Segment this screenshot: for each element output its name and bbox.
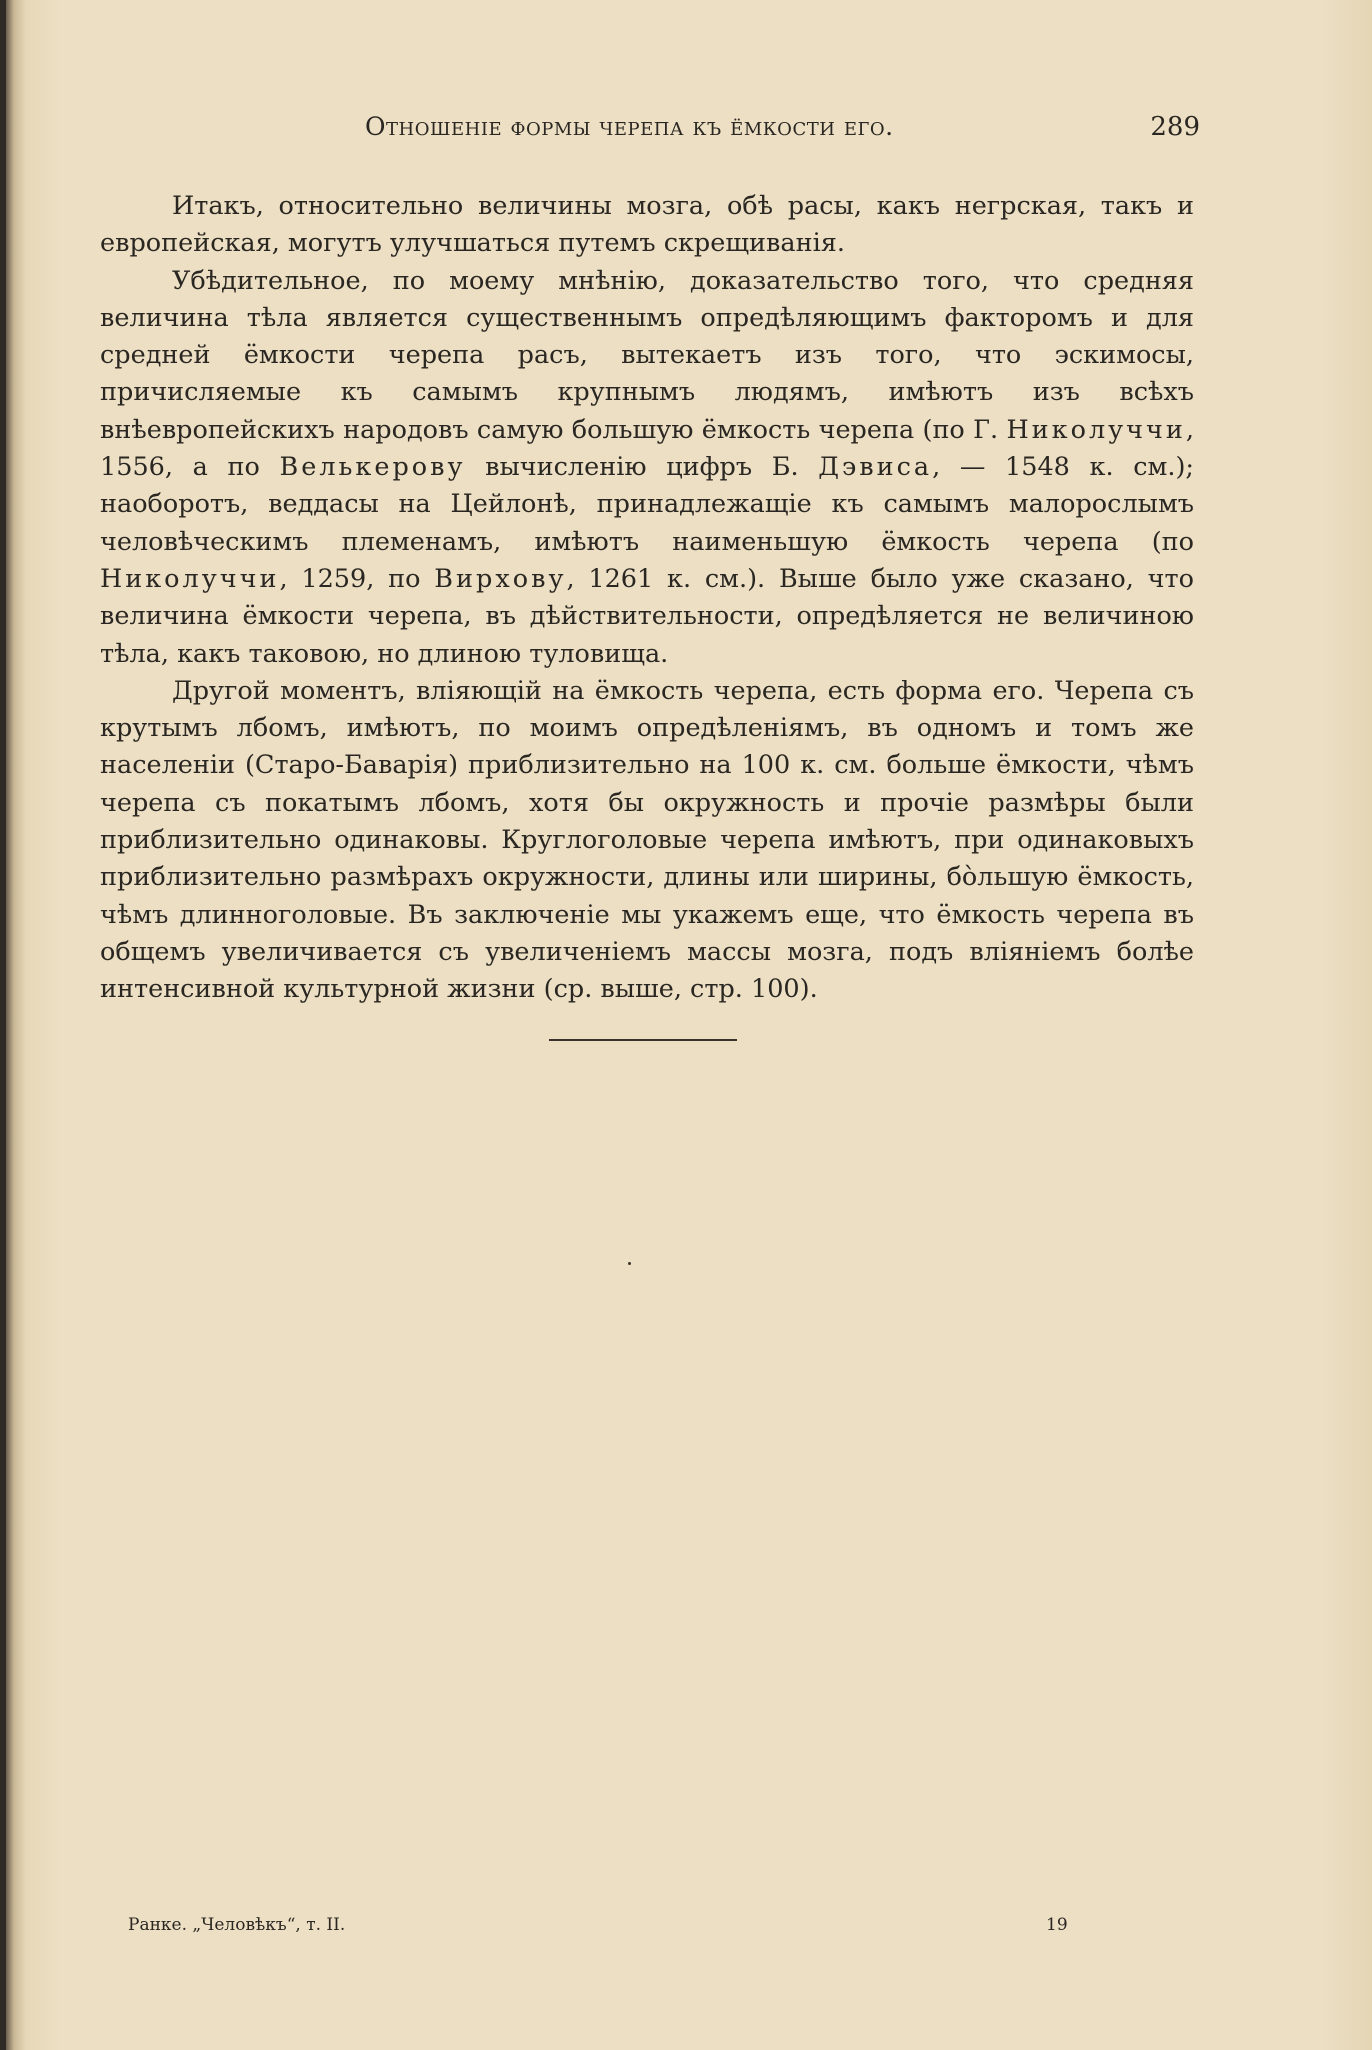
paragraph-3: Другой моментъ, вліяющій на ёмкость черепа, есть форма его. Черепа съ крутымъ лбомъ, имѣютъ, по моимъ опредѣленіямъ, въ одномъ и томъ же населеніи (Старо-Баварія) приблизительно на 100 к. см. больше ёмкости, чѣмъ черепа съ покатымъ лбомъ, хотя бы окружность и прочіе размѣры были приблизительно одинаковы. Круглоголовые черепа имѣютъ, при одинаковыхъ приблизительно размѣрахъ окружности, длины или ширины, бо̀льшую ёмкость, чѣмъ длинноголовые. Въ заключеніе мы укажемъ еще, что ёмкость черепа въ общемъ увеличивается съ увеличеніемъ массы мозга, подъ вліяніемъ болѣе интенсивной культурной жизни (ср. выше, стр. 100).: [100, 675, 1194, 1005]
paragraph-2-text: , — 1548 к. см.); наоборотъ, веддасы на Цейлонѣ, принадлежащіе къ самымъ малорослымъ человѣческимъ племенамъ, имѣютъ наименьшую ёмкость черепа (по: [100, 452, 1194, 557]
paragraph-2-text: , 1556, а по: [100, 414, 1194, 483]
section-end-rule: [549, 1039, 737, 1041]
paragraph-1: Итакъ, относительно величины мозга, обѣ расы, какъ негрская, такъ и европейская, могутъ улучшаться путемъ скрещиванія.: [100, 191, 1194, 259]
page-header: [100, 112, 1200, 152]
author-name: Николуччи: [100, 563, 280, 594]
sheet-number: 19: [1046, 1915, 1068, 1935]
author-name: Дэвиса: [818, 452, 933, 483]
page-number: 289: [1150, 112, 1200, 142]
paragraph-2-text: Убѣдительное, по моему мнѣнію, доказательство того, что средняя величина тѣла является существеннымъ опредѣляющимъ факторомъ и для средней ёмкости черепа расъ, вытекаетъ изъ того, что эскимосы, причисляемые къ самымъ крупнымъ людямъ, имѣютъ изъ всѣхъ внѣевропейскихъ народовъ самую большую ёмкость черепа (по Г.: [100, 265, 1194, 445]
author-name: Велькерову: [279, 452, 466, 483]
book-signature: Ранке. „Человѣкъ“, т. II.: [128, 1915, 346, 1935]
paragraph-2-text: вычисленію цифръ Б.: [465, 452, 819, 483]
page-footer: [128, 1915, 1128, 1941]
author-name: Николуччи: [1006, 414, 1186, 445]
paragraph-2: [100, 263, 1194, 673]
paragraph-2-text: , 1261 к. см.). Выше было уже сказано, что величина ёмкости черепа, въ дѣйствительности, опредѣляется не величиною тѣла, какъ таковою, но длиною туловища.: [100, 563, 1194, 669]
author-name: Вирхову: [434, 563, 567, 594]
paragraph-2-text: , 1259, по: [279, 563, 435, 594]
book-spine-edge: [0, 0, 6, 2050]
running-title: Отношеніе формы черепа къ ёмкости его.: [365, 112, 894, 141]
body-text: [100, 188, 1194, 1009]
print-speck: [628, 1262, 631, 1265]
